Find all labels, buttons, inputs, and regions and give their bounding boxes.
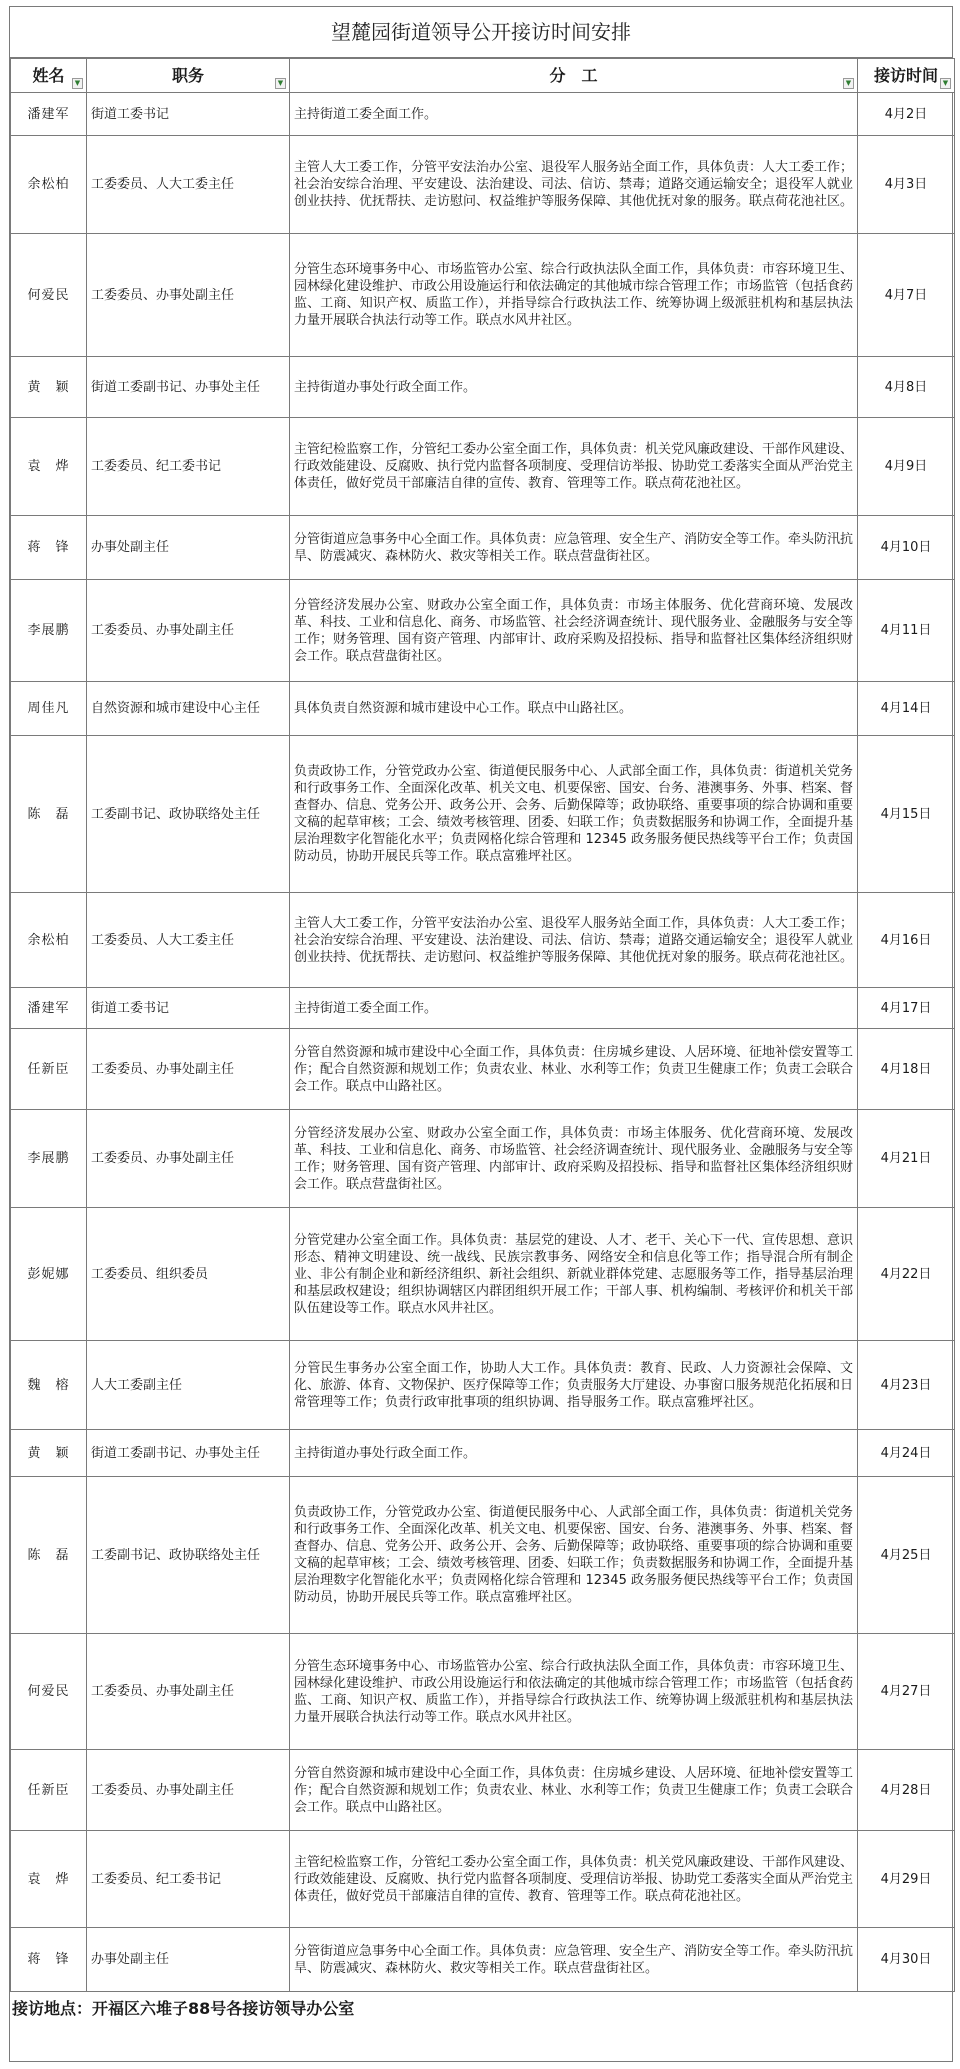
leader-name: 黄 颖 [11,357,87,418]
visit-date: 4月27日 [858,1634,955,1750]
visit-date: 4月9日 [858,418,955,516]
leader-position: 工委委员、人大工委主任 [87,136,290,234]
leader-duty: 主持街道工委全面工作。 [290,93,858,136]
header-duty-label: 分 工 [549,66,598,85]
header-name [11,59,87,93]
leader-duty: 分管街道应急事务中心全面工作。具体负责：应急管理、安全生产、消防安全等工作。牵头防汛抗旱、防震减灾、森林防火、救灾等相关工作。联点营盘街社区。 [290,516,858,580]
leader-duty: 具体负责自然资源和城市建设中心工作。联点中山路社区。 [290,682,858,736]
leader-position: 工委委员、办事处副主任 [87,1634,290,1750]
leader-name: 何爱民 [11,234,87,357]
filter-dropdown-icon[interactable]: ▼ [72,78,83,89]
table-row [11,1928,955,1992]
header-duty [290,59,858,93]
leader-duty: 分管经济发展办公室、财政办公室全面工作，具体负责：市场主体服务、优化营商环境、发展改革、科技、工业和信息化、商务、市场监管、社会经济调查统计、现代服务业、金融服务与安全等工作；财务管理、国有资产管理、内部审计、政府采购及招投标、指导和监督社区集体经济组织财会工作。联点营盘街社区。 [290,1110,858,1208]
table-row [11,1341,955,1430]
schedule-sheet [9,6,953,2062]
visit-date: 4月28日 [858,1750,955,1831]
leader-duty: 主持街道工委全面工作。 [290,988,858,1029]
leader-position: 街道工委书记 [87,93,290,136]
leader-name: 陈 磊 [11,736,87,893]
leader-position: 街道工委副书记、办事处主任 [87,357,290,418]
visit-date: 4月23日 [858,1341,955,1430]
leader-duty: 分管党建办公室全面工作。具体负责：基层党的建设、人才、老干、关心下一代、宣传思想、意识形态、精神文明建设、统一战线、民族宗教事务、网络安全和信息化等工作；指导混合所有制企业、非公有制企业和新经济组织、新社会组织、新就业群体党建、志愿服务等工作，指导基层治理和基层政权建设；组织协调辖区内群团组织开展工作；干部人事、机构编制、考核评价和机关干部队伍建设等工作。联点水风井社区。 [290,1208,858,1341]
schedule-table [10,58,955,1992]
table-row [11,1208,955,1341]
leader-name: 任新臣 [11,1750,87,1831]
leader-position: 街道工委副书记、办事处主任 [87,1430,290,1477]
table-row [11,418,955,516]
leader-name: 陈 磊 [11,1477,87,1634]
header-date [858,59,955,93]
leader-duty: 分管街道应急事务中心全面工作。具体负责：应急管理、安全生产、消防安全等工作。牵头防汛抗旱、防震减灾、森林防火、救灾等相关工作。联点营盘街社区。 [290,1928,858,1992]
leader-name: 李展鹏 [11,1110,87,1208]
table-row [11,1831,955,1928]
leader-duty: 主管纪检监察工作，分管纪工委办公室全面工作，具体负责：机关党风廉政建设、干部作风建设、行政效能建设、反腐败、执行党内监督各项制度、受理信访举报、协助党工委落实全面从严治党主体责任，做好党员干部廉洁自律的宣传、教育、管理等工作。联点荷花池社区。 [290,418,858,516]
visit-date: 4月2日 [858,93,955,136]
visit-date: 4月3日 [858,136,955,234]
leader-name: 蒋 锋 [11,1928,87,1992]
table-row [11,736,955,893]
leader-name: 彭妮娜 [11,1208,87,1341]
table-row [11,1750,955,1831]
leader-duty: 主管纪检监察工作，分管纪工委办公室全面工作，具体负责：机关党风廉政建设、干部作风建设、行政效能建设、反腐败、执行党内监督各项制度、受理信访举报、协助党工委落实全面从严治党主体责任，做好党员干部廉洁自律的宣传、教育、管理等工作。联点荷花池社区。 [290,1831,858,1928]
leader-duty: 分管生态环境事务中心、市场监管办公室、综合行政执法队全面工作，具体负责：市容环境卫生、园林绿化建设维护、市政公用设施运行和依法确定的其他城市综合管理工作；市场监管（包括食药监、工商、知识产权、质监工作），并指导综合行政执法工作、统筹协调上级派驻机构和基层执法力量开展联合执法行动等工作。联点水风井社区。 [290,1634,858,1750]
leader-name: 黄 颖 [11,1430,87,1477]
table-row [11,682,955,736]
table-row [11,357,955,418]
filter-dropdown-icon[interactable]: ▼ [940,78,951,89]
leader-name: 余松柏 [11,136,87,234]
leader-position: 工委委员、组织委员 [87,1208,290,1341]
visit-date: 4月7日 [858,234,955,357]
table-row [11,1430,955,1477]
table-row [11,988,955,1029]
leader-duty: 分管自然资源和城市建设中心全面工作，具体负责：住房城乡建设、人居环境、征地补偿安置等工作；配合自然资源和规划工作；负责农业、林业、水利等工作；负责卫生健康工作；负责工会联合会工作。联点中山路社区。 [290,1750,858,1831]
leader-position: 人大工委副主任 [87,1341,290,1430]
leader-name: 周佳凡 [11,682,87,736]
table-row [11,93,955,136]
leader-duty: 分管自然资源和城市建设中心全面工作，具体负责：住房城乡建设、人居环境、征地补偿安置等工作；配合自然资源和规划工作；负责农业、林业、水利等工作；负责卫生健康工作；负责工会联合会工作。联点中山路社区。 [290,1029,858,1110]
leader-position: 工委委员、办事处副主任 [87,1750,290,1831]
header-position-label: 职务 [171,66,204,85]
filter-dropdown-icon[interactable]: ▼ [275,78,286,89]
leader-duty: 主持街道办事处行政全面工作。 [290,1430,858,1477]
leader-duty: 分管民生事务办公室全面工作，协助人大工作。具体负责：教育、民政、人力资源社会保障、文化、旅游、体育、文物保护、医疗保障等工作；负责服务大厅建设、办事窗口服务规范化拓展和日常管理等工作；负责行政审批事项的组织协调、指导服务工作。联点富雅坪社区。 [290,1341,858,1430]
table-row [11,1477,955,1634]
filter-dropdown-icon[interactable]: ▼ [843,78,854,89]
header-position [87,59,290,93]
leader-name: 何爱民 [11,1634,87,1750]
leader-name: 任新臣 [11,1029,87,1110]
leader-duty: 分管生态环境事务中心、市场监管办公室、综合行政执法队全面工作，具体负责：市容环境卫生、园林绿化建设维护、市政公用设施运行和依法确定的其他城市综合管理工作；市场监管（包括食药监、工商、知识产权、质监工作），并指导综合行政执法工作、统筹协调上级派驻机构和基层执法力量开展联合执法行动等工作。联点水风井社区。 [290,234,858,357]
leader-name: 魏 榕 [11,1341,87,1430]
leader-duty: 负责政协工作，分管党政办公室、街道便民服务中心、人武部全面工作，具体负责：街道机关党务和行政事务工作、全面深化改革、机关文电、机要保密、国安、台务、港澳事务、外事、档案、督查督办、信息、党务公开、政务公开、会务、后勤保障等；政协联络、重要事项的综合协调和重要文稿的起草审核；工会、绩效考核管理、团委、妇联工作；负责数据服务和协调工作，全面提升基层治理数字化智能化水平；负责网格化综合管理和 12345 政务服务便民热线等平台工作；负责国防动员，协助开展民兵等工作。联点富雅坪社区。 [290,736,858,893]
visit-date: 4月24日 [858,1430,955,1477]
table-row [11,1634,955,1750]
leader-position: 工委委员、办事处副主任 [87,234,290,357]
visit-date: 4月29日 [858,1831,955,1928]
leader-position: 办事处副主任 [87,516,290,580]
visit-date: 4月11日 [858,580,955,682]
visit-date: 4月25日 [858,1477,955,1634]
leader-duty: 负责政协工作，分管党政办公室、街道便民服务中心、人武部全面工作，具体负责：街道机关党务和行政事务工作、全面深化改革、机关文电、机要保密、国安、台务、港澳事务、外事、档案、督查督办、信息、党务公开、政务公开、会务、后勤保障等；政协联络、重要事项的综合协调和重要文稿的起草审核；工会、绩效考核管理、团委、妇联工作；负责数据服务和协调工作，全面提升基层治理数字化智能化水平；负责网格化综合管理和 12345 政务服务便民热线等平台工作；负责国防动员，协助开展民兵等工作。联点富雅坪社区。 [290,1477,858,1634]
table-row [11,893,955,988]
page-title: 望麓园街道领导公开接访时间安排 [10,7,952,58]
leader-name: 潘建军 [11,988,87,1029]
leader-position: 办事处副主任 [87,1928,290,1992]
table-row [11,136,955,234]
leader-name: 袁 烨 [11,418,87,516]
visit-date: 4月15日 [858,736,955,893]
leader-position: 自然资源和城市建设中心主任 [87,682,290,736]
leader-name: 蒋 锋 [11,516,87,580]
table-row [11,1029,955,1110]
visit-date: 4月17日 [858,988,955,1029]
leader-position: 工委副书记、政协联络处主任 [87,1477,290,1634]
leader-name: 潘建军 [11,93,87,136]
visit-date: 4月8日 [858,357,955,418]
leader-duty: 主管人大工委工作，分管平安法治办公室、退役军人服务站全面工作，具体负责：人大工委工作；社会治安综合治理、平安建设、法治建设、司法、信访、禁毒；道路交通运输安全；退役军人就业创业扶持、优抚帮扶、走访慰问、权益维护等服务保障、其他优抚对象的服务。联点荷花池社区。 [290,893,858,988]
visit-date: 4月22日 [858,1208,955,1341]
leader-duty: 主持街道办事处行政全面工作。 [290,357,858,418]
leader-name: 李展鹏 [11,580,87,682]
leader-position: 工委委员、人大工委主任 [87,893,290,988]
header-date-label: 接访时间 [873,66,938,85]
table-row [11,234,955,357]
leader-position: 工委副书记、政协联络处主任 [87,736,290,893]
leader-position: 工委委员、纪工委书记 [87,1831,290,1928]
visit-date: 4月16日 [858,893,955,988]
leader-position: 街道工委书记 [87,988,290,1029]
leader-position: 工委委员、办事处副主任 [87,1029,290,1110]
visit-date: 4月14日 [858,682,955,736]
leader-name: 袁 烨 [11,1831,87,1928]
header-name-label: 姓名 [32,66,65,85]
header-row [11,59,955,93]
visit-date: 4月10日 [858,516,955,580]
leader-position: 工委委员、纪工委书记 [87,418,290,516]
table-row [11,1110,955,1208]
visit-date: 4月18日 [858,1029,955,1110]
table-row [11,580,955,682]
leader-position: 工委委员、办事处副主任 [87,580,290,682]
visit-date: 4月30日 [858,1928,955,1992]
leader-position: 工委委员、办事处副主任 [87,1110,290,1208]
leader-duty: 分管经济发展办公室、财政办公室全面工作，具体负责：市场主体服务、优化营商环境、发展改革、科技、工业和信息化、商务、市场监管、社会经济调查统计、现代服务业、金融服务与安全等工作；财务管理、国有资产管理、内部审计、政府采购及招投标、指导和监督社区集体经济组织财会工作。联点营盘街社区。 [290,580,858,682]
table-row [11,516,955,580]
visit-location-note: 接访地点：开福区六堆子88号各接访领导办公室 [12,1999,355,2018]
leader-name: 余松柏 [11,893,87,988]
leader-duty: 主管人大工委工作，分管平安法治办公室、退役军人服务站全面工作，具体负责：人大工委工作；社会治安综合治理、平安建设、法治建设、司法、信访、禁毒；道路交通运输安全；退役军人就业创业扶持、优抚帮扶、走访慰问、权益维护等服务保障、其他优抚对象的服务。联点荷花池社区。 [290,136,858,234]
visit-date: 4月21日 [858,1110,955,1208]
